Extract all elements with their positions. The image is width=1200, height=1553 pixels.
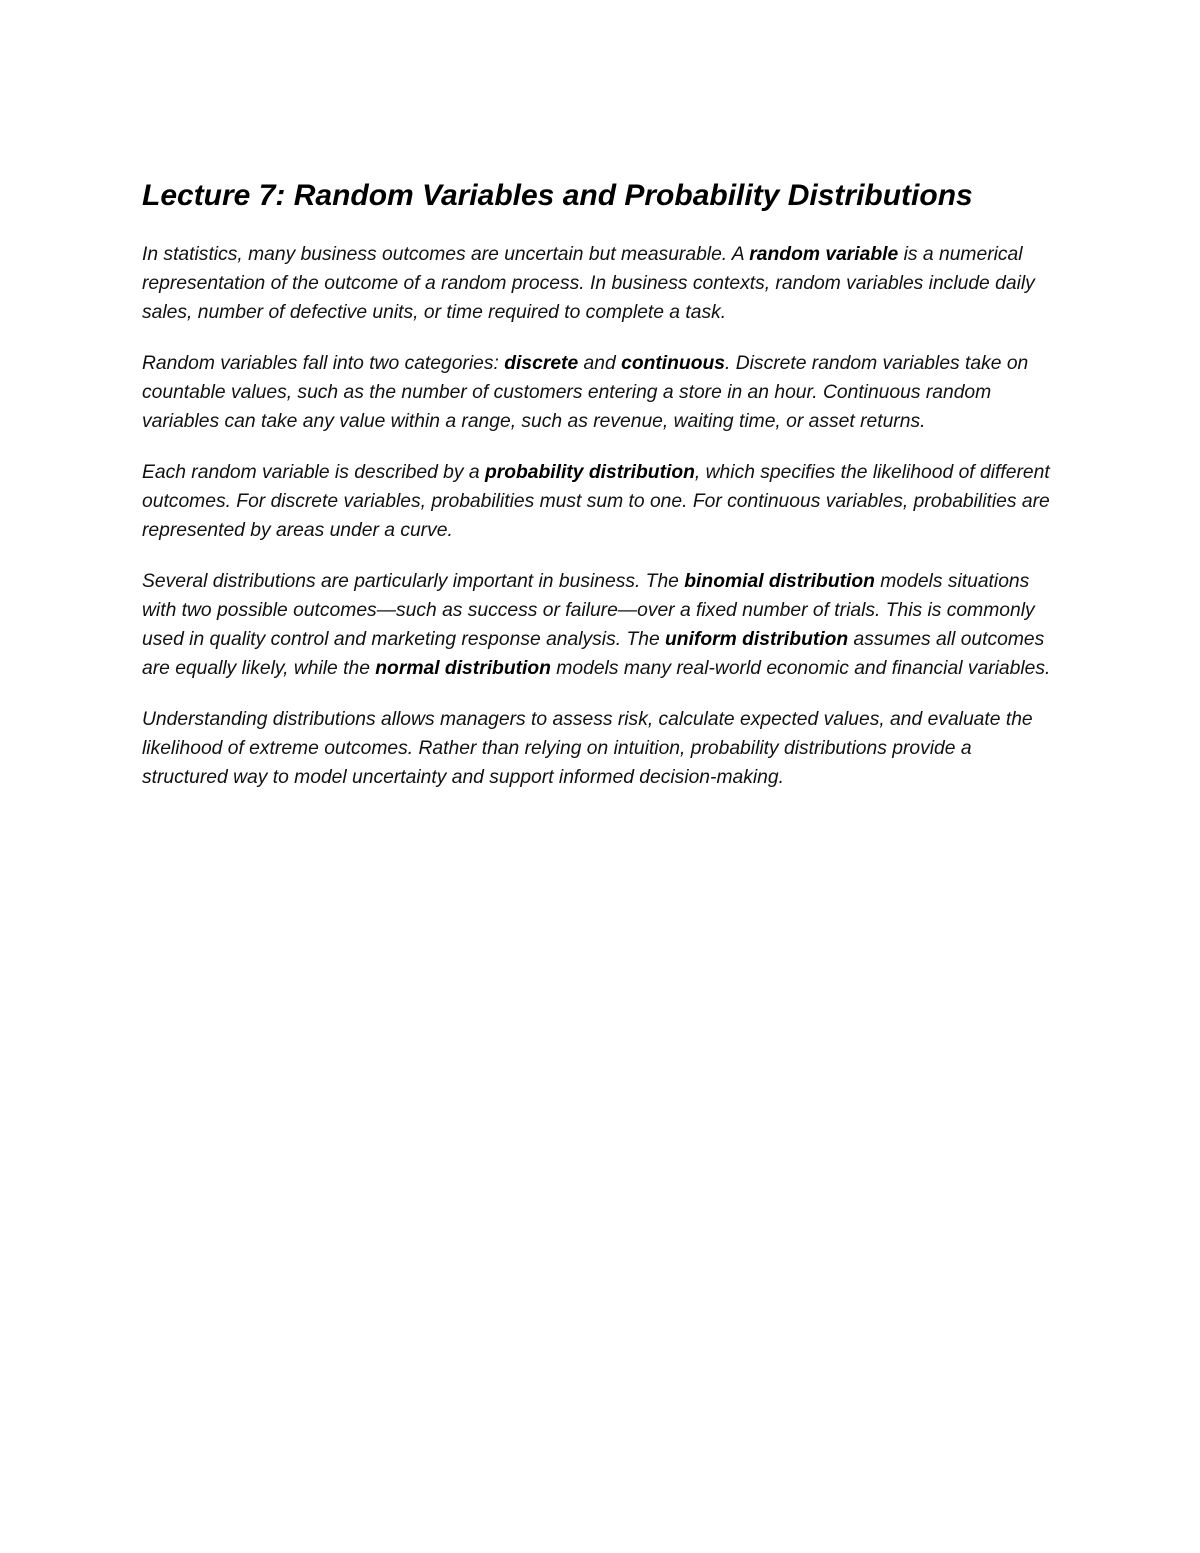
- paragraph-text: assumes all outcomes are equally likely, while the: [142, 629, 1045, 679]
- body-paragraph: [142, 567, 1062, 683]
- paragraph-text: models many real-world economic and financial variables.: [550, 658, 1051, 679]
- bold-term: uniform distribution: [665, 629, 849, 650]
- paragraph-text: . Discrete random variables take on countable values, such as the number of customers entering a store in an hour. Continuous random variables can take any value within a range, such as revenue, waiting time, or asset returns.: [142, 353, 1029, 432]
- paragraph-list: [142, 240, 1062, 792]
- bold-term: binomial distribution: [684, 571, 875, 592]
- paragraph-text: , which specifies the likelihood of different outcomes. For discrete variables, probabilities must sum to one. For continuous variables, probabilities are represented by areas under a curve.: [142, 462, 1050, 541]
- paragraph-text: and: [578, 353, 622, 374]
- bold-term: probability distribution: [484, 462, 695, 483]
- document-body: [142, 174, 1062, 814]
- bold-term: normal distribution: [375, 658, 551, 679]
- paragraph-text: Several distributions are particularly important in business. The: [142, 571, 685, 592]
- paragraph-text: In statistics, many business outcomes are uncertain but measurable. A: [142, 244, 750, 265]
- paragraph-text: Random variables fall into two categories:: [142, 353, 505, 374]
- paragraph-text: Understanding distributions allows managers to assess risk, calculate expected values, and evaluate the likelihood of extreme outcomes. Rather than relying on intuition, probability distributions provide a structured way to model uncertainty and support informed decision-making.: [142, 709, 1033, 788]
- bold-term: discrete: [504, 353, 579, 374]
- paragraph-text: Each random variable is described by a: [142, 462, 485, 483]
- bold-term: random variable: [749, 244, 899, 265]
- document-title: Lecture 7: Random Variables and Probability Distributions: [142, 179, 973, 212]
- paragraph-text: models situations with two possible outcomes—such as success or failure—over a fixed number of trials. This is commonly used in quality control and marketing response analysis. The: [142, 571, 1035, 650]
- paragraph-text: is a numerical representation of the outcome of a random process. In business contexts, random variables include daily sales, number of defective units, or time required to complete a task.: [142, 244, 1035, 323]
- bold-term: continuous: [621, 353, 725, 374]
- body-paragraph: [142, 458, 1062, 545]
- body-paragraph: [142, 240, 1062, 327]
- body-paragraph: [142, 349, 1062, 436]
- body-paragraph: [142, 705, 1062, 792]
